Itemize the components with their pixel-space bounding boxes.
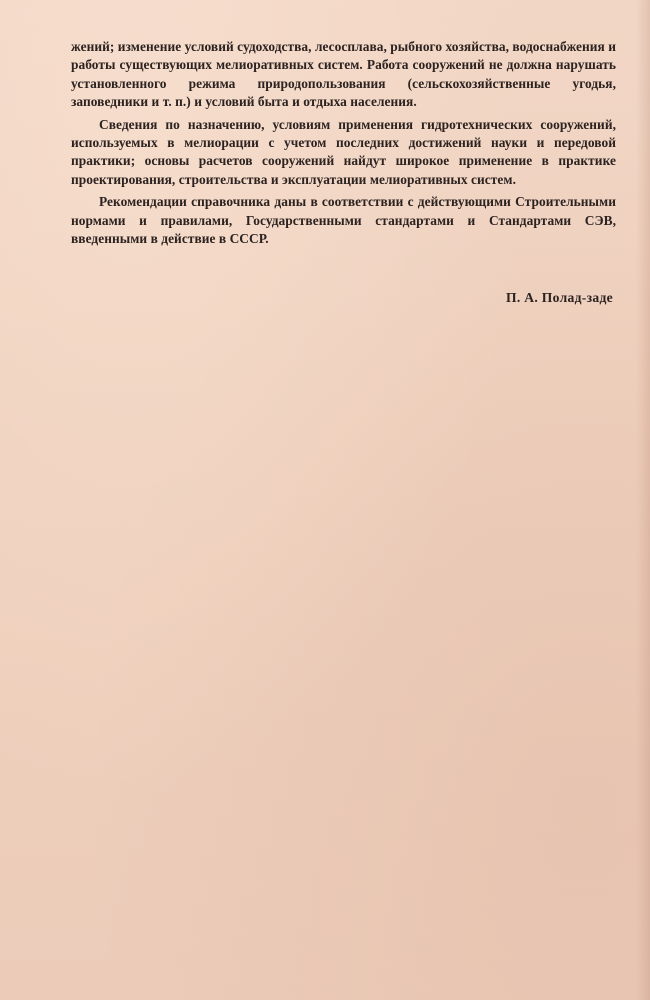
paragraph-standards: Рекомендации справочника даны в соответствии с действующими Строительными нормами и правилами, Государственными стандартами и Стандартами СЭВ, введенными в действие в СССР. xyxy=(71,194,616,247)
author-signature: П. А. Полад-заде xyxy=(506,290,613,305)
paragraph-applications: Сведения по назначению, условиям применения гидротехнических сооружений, используемых в мелиорации с учетом последних достижений науки и передовой практики; основы расчетов сооружений найдут широкое применение в практике проектирования, строительства и эксплуатации мелиоративных систем. xyxy=(71,116,616,187)
body-text xyxy=(71,38,616,248)
paragraph-continuation: жений; изменение условий судоходства, лесосплава, рыбного хозяйства, водоснабжения и работы существующих мелиоративных систем. Работа сооружений не должна нарушать установленного режима природопользования (сельскохозяйственные угодья, заповедники и т. п.) и условий быта и отдыха населения. xyxy=(71,39,617,110)
